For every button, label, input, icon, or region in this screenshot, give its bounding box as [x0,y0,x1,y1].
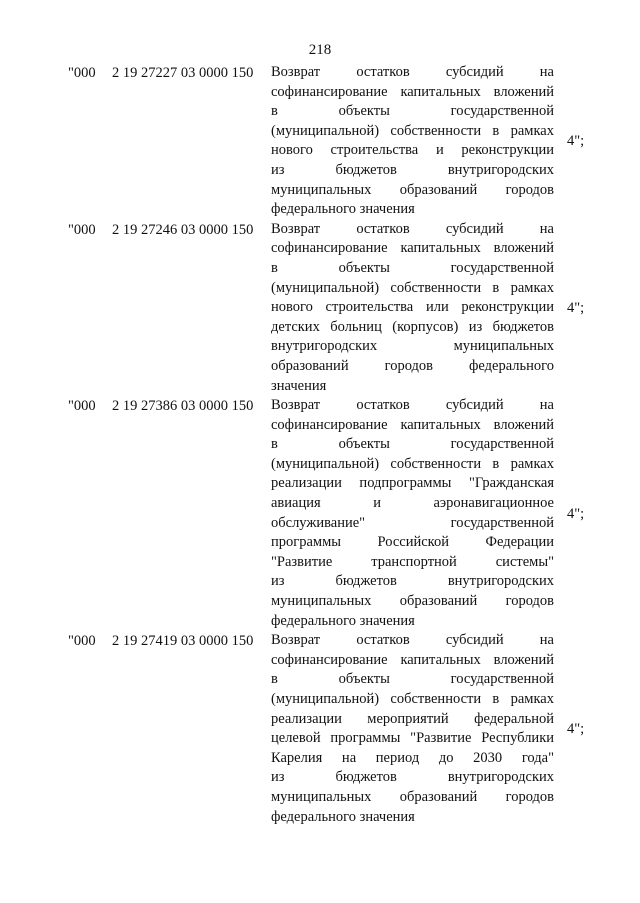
description-line: программы Российской Федерации [271,534,554,551]
description-line: (муниципальной) собственности в рамках [271,279,554,296]
description-line: софинансирование капитальных вложений [271,416,554,433]
description-line: муниципальных образований городов [271,593,554,610]
description-line: муниципальных образований городов [271,181,554,198]
description-line: обслуживание" государственной [271,514,554,531]
description-line: в объекты государственной [271,436,554,453]
description-line: Карелия на период до 2030 года" [271,749,554,766]
description-line: образований городов федерального [271,357,554,374]
description-line: муниципальных образований городов [271,788,554,805]
description-line: целевой программы "Развитие Республики [271,730,554,747]
admin-code: "000 [68,221,96,238]
description-line: реализации подпрограммы "Гражданская [271,475,554,492]
description-line: Возврат остатков субсидий на [271,397,554,414]
description-line: Возврат остатков субсидий на [271,64,554,80]
description-line: в объекты государственной [271,671,554,688]
admin-code: "000 [68,65,96,81]
description-line: софинансирование капитальных вложений [271,240,554,257]
description-line: Возврат остатков субсидий на [271,632,554,649]
row-value: 4"; [567,505,585,522]
budget-classification-code: 2 19 27246 03 0000 150 [112,221,254,238]
admin-code: "000 [68,633,96,650]
row-value: 4"; [567,721,585,738]
description-line: "Развитие транспортной системы" [271,553,554,570]
description-line: софинансирование капитальных вложений [271,83,554,100]
row-value: 4"; [567,133,585,150]
row-value: 4"; [567,299,585,316]
description-line: федерального значения [271,808,415,825]
description-line: (муниципальной) собственности в рамках [271,122,554,139]
description-line: значения [271,377,327,394]
description-line: внутригородских муниципальных [271,338,554,355]
description-line: в объекты государственной [271,103,554,120]
page-number: 218 [308,42,332,58]
code-table [0,63,640,827]
description-line: из бюджетов внутригородских [271,769,554,786]
description-line: реализации мероприятий федеральной [271,710,554,727]
description-line: (муниципальной) собственности в рамках [271,691,554,707]
description-line: федерального значения [271,201,415,218]
table-row [0,631,640,827]
description-line: из бюджетов внутригородских [271,161,554,178]
revenue-description [271,220,554,396]
description-line: в объекты государственной [271,259,554,276]
revenue-description [271,631,554,827]
budget-classification-code: 2 19 27386 03 0000 150 [112,398,254,415]
description-line: (муниципальной) собственности в рамках [271,455,554,472]
description-line: софинансирование капитальных вложений [271,651,554,668]
budget-classification-code: 2 19 27227 03 0000 150 [112,65,254,81]
admin-code: "000 [68,398,96,415]
description-line: детских больниц (корпусов) из бюджетов [271,318,554,335]
description-line: нового строительства и реконструкции [271,142,554,159]
description-line: нового строительства или реконструкции [271,299,554,316]
description-line: авиация и аэронавигационное [271,495,554,512]
revenue-description [271,396,554,631]
table-row [0,220,640,396]
table-row [0,63,640,220]
description-line: из бюджетов внутригородских [271,573,554,590]
budget-classification-code: 2 19 27419 03 0000 150 [112,633,254,650]
table-row [0,396,640,631]
description-line: федерального значения [271,612,415,629]
revenue-description [271,63,554,220]
description-line: Возврат остатков субсидий на [271,220,554,237]
